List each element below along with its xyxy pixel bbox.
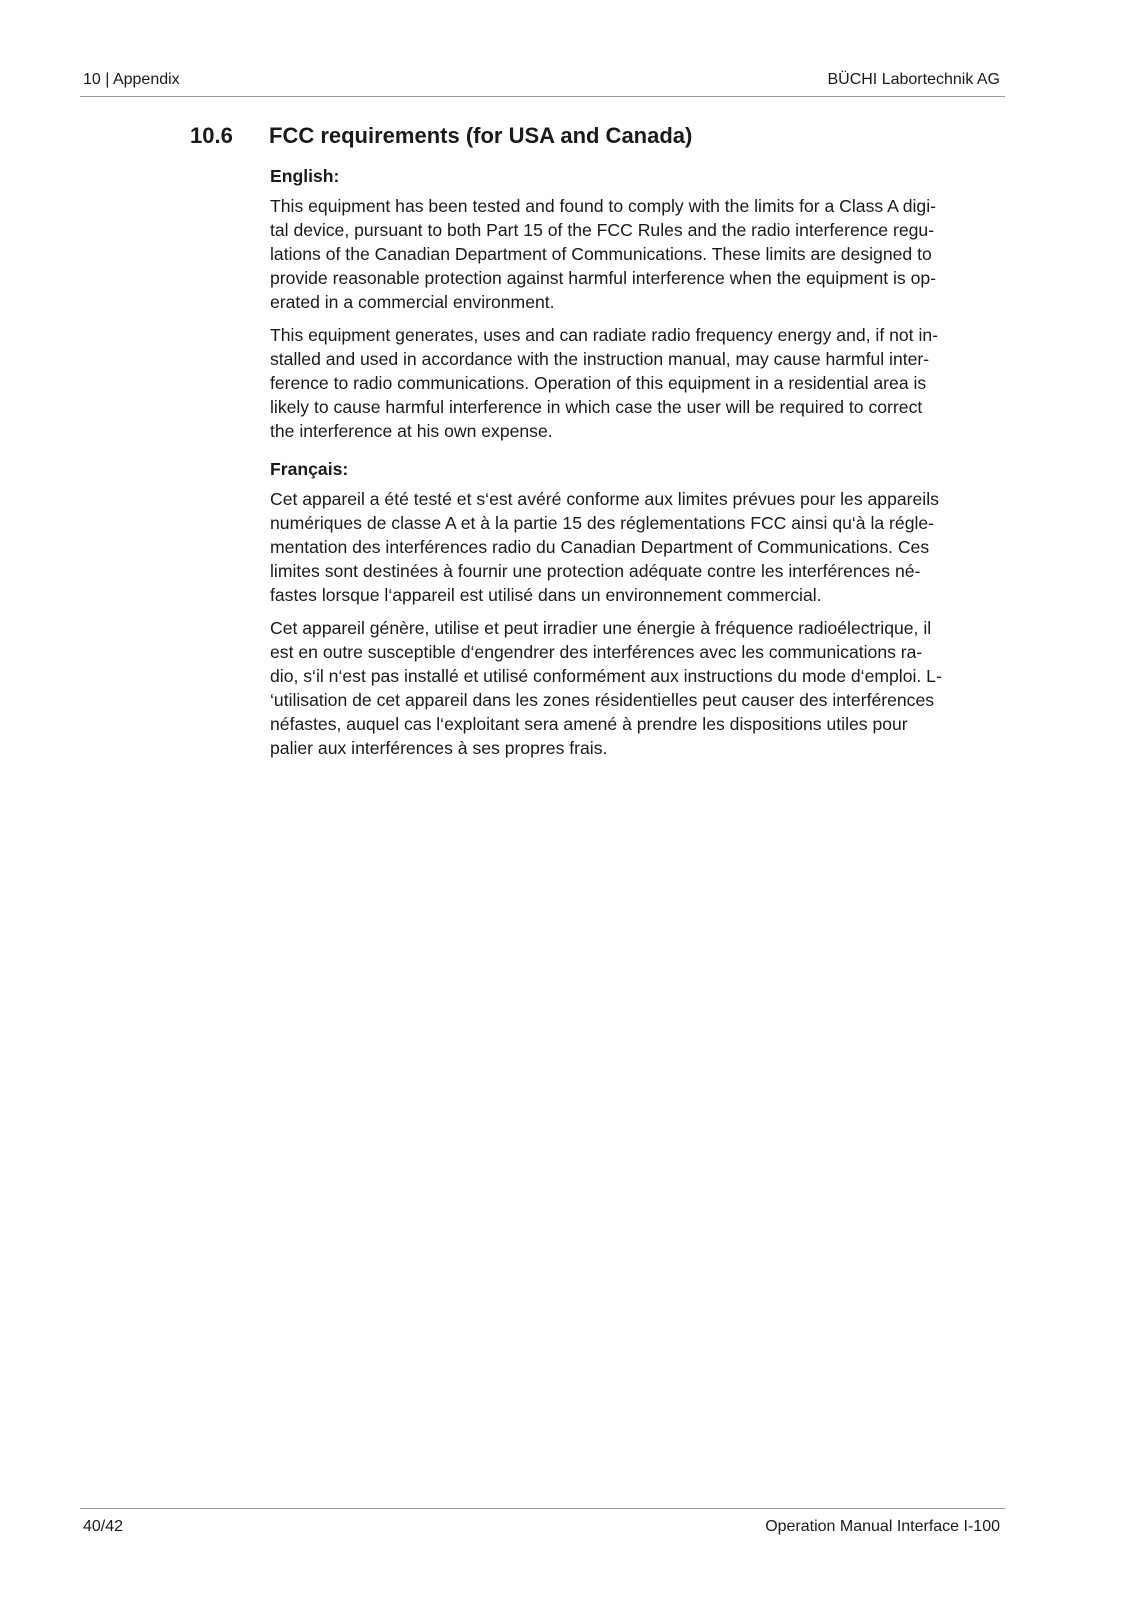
french-paragraph-1 <box>270 487 1005 607</box>
text-line: Cet appareil a été testé et s‘est avéré conforme aux limites prévues pour les appareils <box>270 489 939 509</box>
text-line: stalled and used in accordance with the instruction manual, may cause harmful inter- <box>270 349 930 369</box>
text-line: néfastes, auquel cas l‘exploitant sera amené à prendre les dispositions utiles pour <box>270 714 908 734</box>
text-line: Cet appareil génère, utilise et peut irradier une énergie à fréquence radioélectrique, il <box>270 618 932 638</box>
text-line: est en outre susceptible d‘engendrer des interférences avec les communications ra- <box>270 642 923 662</box>
document-title: Operation Manual Interface I-100 <box>765 1518 1000 1535</box>
section-heading: FCC requirements (for USA and Canada) <box>269 123 693 148</box>
text-line: tal device, pursuant to both Part 15 of the FCC Rules and the radio interference regu- <box>270 220 935 240</box>
text-line: ‘utilisation de cet appareil dans les zones résidentielles peut causer des interférences <box>270 690 935 710</box>
text-line: This equipment has been tested and found to comply with the limits for a Class A digi- <box>270 196 936 216</box>
text-line: dio, s‘il n‘est pas installé et utilisé conformément aux instructions du mode d‘emploi. L- <box>270 666 942 686</box>
english-paragraph-2 <box>270 323 1005 443</box>
text-line: lations of the Canadian Department of Communications. These limits are designed to <box>270 244 932 264</box>
page-footer <box>80 1508 1005 1537</box>
header-chapter: 10 | Appendix <box>83 71 180 88</box>
text-line: limites sont destinées à fournir une protection adéquate contre les interférences né- <box>270 561 921 581</box>
text-line: erated in a commercial environment. <box>270 292 555 312</box>
section-title <box>190 123 1010 155</box>
page-header <box>80 68 1005 97</box>
text-line: ference to radio communications. Operation of this equipment in a residential area is <box>270 373 927 393</box>
text-line: palier aux interférences à ses propres frais. <box>270 738 608 758</box>
header-company: BÜCHI Labortechnik AG <box>827 71 1000 88</box>
text-line: This equipment generates, uses and can radiate radio frequency energy and, if not in- <box>270 325 938 345</box>
section <box>190 123 1010 155</box>
text-line: provide reasonable protection against harmful interference when the equipment is op- <box>270 268 937 288</box>
text-line: numériques de classe A et à la partie 15 des réglementations FCC ainsi qu‘à la régle- <box>270 513 935 533</box>
section-number: 10.6 <box>190 123 233 148</box>
text-line: mentation des interférences radio du Canadian Department of Communications. Ces <box>270 537 930 557</box>
section-content <box>270 164 1005 769</box>
french-heading: Français: <box>270 459 349 479</box>
english-paragraph-1 <box>270 194 1005 314</box>
english-heading: English: <box>270 166 340 186</box>
french-paragraph-2 <box>270 616 1005 760</box>
page-number: 40/42 <box>83 1518 124 1535</box>
text-line: fastes lorsque l‘appareil est utilisé dans un environnement commercial. <box>270 585 822 605</box>
text-line: the interference at his own expense. <box>270 421 553 441</box>
text-line: likely to cause harmful interference in which case the user will be required to correct <box>270 397 923 417</box>
